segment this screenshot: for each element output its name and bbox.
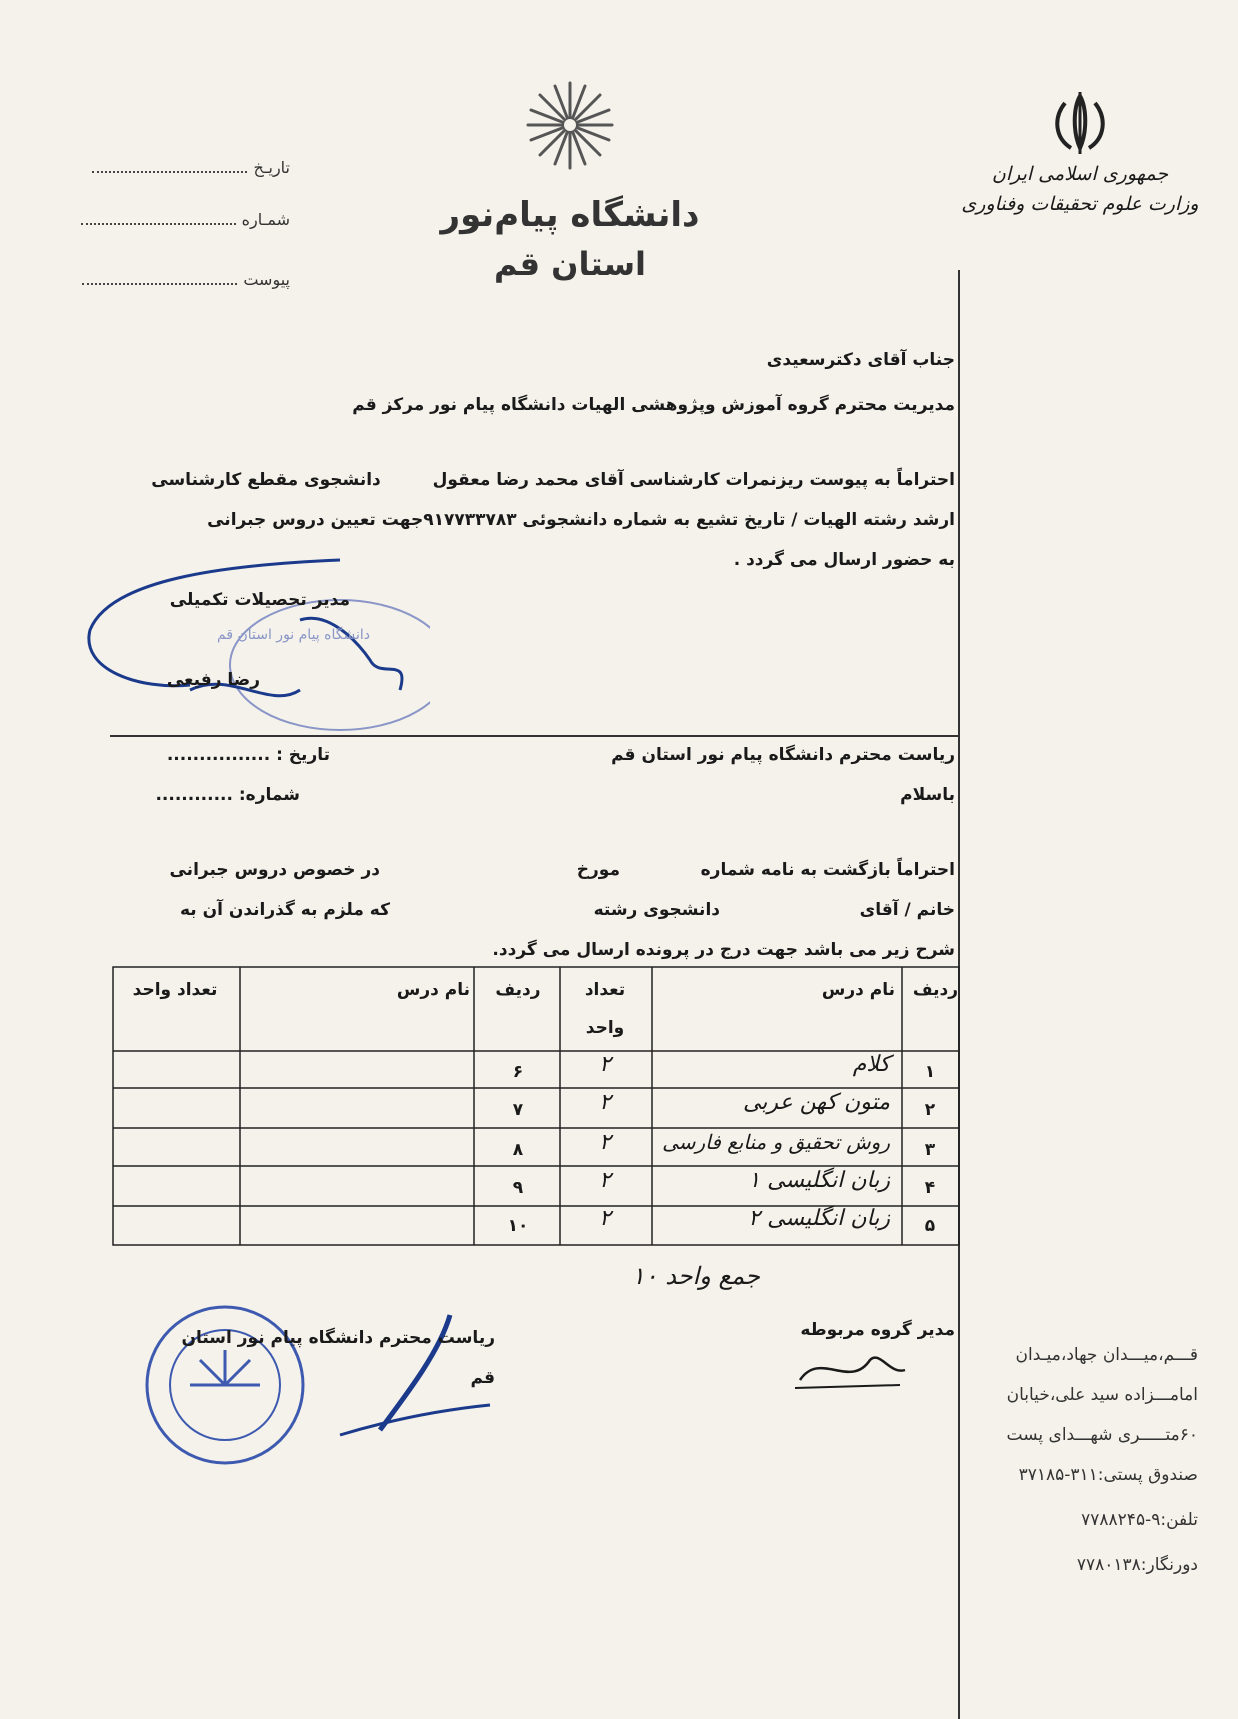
row-number: ۳ — [924, 1140, 936, 1160]
attachment-label: پیوست — [243, 270, 290, 289]
attachment-field — [50, 270, 290, 289]
row-number: ۲ — [924, 1100, 936, 1120]
address-line: ۶۰متـــــری شهـــدای پست — [1006, 1425, 1198, 1445]
group-manager-signature-icon — [790, 1340, 910, 1395]
address-fax: دورنگار:۷۷۸۰۱۳۸ — [1076, 1555, 1198, 1575]
signer-name: رضا رفیعی — [166, 670, 260, 690]
course-units: ۲ — [599, 1052, 611, 1077]
course-units: ۲ — [599, 1090, 611, 1115]
row-number: ۵ — [924, 1216, 936, 1236]
body-line-3: به حضور ارسال می گردد . — [733, 550, 955, 570]
row-number: ۱ — [924, 1062, 936, 1082]
iran-emblem-icon — [1045, 88, 1115, 158]
signer-title: مدیر تحصیلات تکمیلی — [169, 590, 350, 610]
table-header-units: تعداد — [584, 980, 626, 1000]
course-name: زبان انگلیسی ۱ — [748, 1168, 890, 1193]
body-line-2: ارشد رشته الهیات / تاریخ تشیع به شماره دانشجوئی ۹۱۷۷۳۳۷۸۳جهت تعیین دروس جبرانی — [207, 510, 955, 530]
row-number-2: ۷ — [512, 1100, 524, 1120]
row-number: ۴ — [924, 1178, 936, 1198]
address-line: قـــم،میـــدان جهاد،میـدان — [1015, 1345, 1198, 1365]
date-label: تاریـخ — [253, 158, 290, 177]
reply-date: تاریخ : ................ — [166, 745, 330, 765]
course-name: متون کهن عربی — [742, 1090, 890, 1115]
reply-greeting: باسلام — [900, 785, 955, 805]
address-line: صندوق پستی:۳۱۱-۳۷۱۸۵ — [1018, 1465, 1198, 1485]
reply-line-1-a: احتراماً بازگشت به نامه شماره — [700, 860, 955, 880]
university-logo-icon — [510, 78, 630, 173]
course-units: ۲ — [599, 1206, 611, 1231]
table-header-units-left: تعداد واحد — [132, 980, 218, 1000]
address-line: امامـــزاده سید علی،خیابان — [1006, 1385, 1198, 1405]
recipient: جناب آقای دکترسعیدی — [766, 350, 955, 370]
table-header-row-2: ردیف — [495, 980, 541, 1000]
reply-line-3: شرح زیر می باشد جهت درج در پرونده ارسال می گردد. — [492, 940, 955, 960]
recipient-title: مدیریت محترم گروه آموزش وپژوهشی الهیات دانشگاه پیام نور مرکز قم — [352, 395, 955, 415]
number-label: شمـاره — [241, 210, 290, 229]
reply-line-1-b: مورخ — [576, 860, 620, 880]
reply-line-2-b: دانشجوی رشته — [593, 900, 720, 920]
course-units: ۲ — [599, 1130, 611, 1155]
date-field — [50, 158, 290, 177]
table-header-units-2: واحد — [585, 1018, 625, 1038]
row-number-2: ۹ — [512, 1178, 524, 1198]
body-line-1 — [130, 460, 955, 500]
ministry-name: وزارت علوم تحقیقات وفناوری — [961, 193, 1199, 215]
group-manager-title: مدیر گروه مربوطه — [800, 1320, 955, 1340]
row-number-2: ۱۰ — [507, 1216, 529, 1236]
number-field — [50, 210, 290, 229]
reply-line-2-c: که ملزم به گذراندن آن به — [179, 900, 390, 920]
ministry-republic: جمهوری اسلامی ایران — [991, 163, 1169, 185]
row-number-2: ۶ — [512, 1062, 524, 1082]
reply-addressee: ریاست محترم دانشگاه پیام نور استان قم — [611, 745, 955, 765]
course-name: روش تحقیق و منابع فارسی — [662, 1130, 890, 1154]
reply-line-1-c: در خصوص دروس جبرانی — [169, 860, 380, 880]
university-name: دانشگاه پیام‌نور — [440, 195, 700, 235]
body-line-1-a: احتراماً به پیوست ریزنمرات کارشناسی آقای محمد رضا معقول — [432, 470, 955, 490]
row-number-2: ۸ — [512, 1140, 524, 1160]
president-title: ریاست محترم دانشگاه پیام نور استان قم — [181, 1328, 495, 1388]
province-name: استان قم — [493, 245, 646, 283]
address-phone: تلفن:۹-۷۷۸۸۲۴۵ — [1081, 1510, 1198, 1530]
reply-number: شماره: ............ — [155, 785, 300, 805]
course-name: کلام — [852, 1052, 890, 1077]
stamp-text: دانشگاه پیام نور استان قم — [217, 627, 370, 643]
table-header-row: ردیف — [912, 980, 958, 1000]
body-line-1-b: دانشجوی مقطع کارشناسی — [151, 470, 381, 490]
units-total: جمع واحد ۱۰ — [631, 1262, 760, 1290]
reply-line-2-a: خانم / آقای — [859, 900, 955, 920]
table-header-course: نام درس — [821, 980, 895, 1000]
course-units: ۲ — [599, 1168, 611, 1193]
table-header-course-2: نام درس — [396, 980, 470, 1000]
course-name: زبان انگلیسی ۲ — [748, 1206, 890, 1231]
